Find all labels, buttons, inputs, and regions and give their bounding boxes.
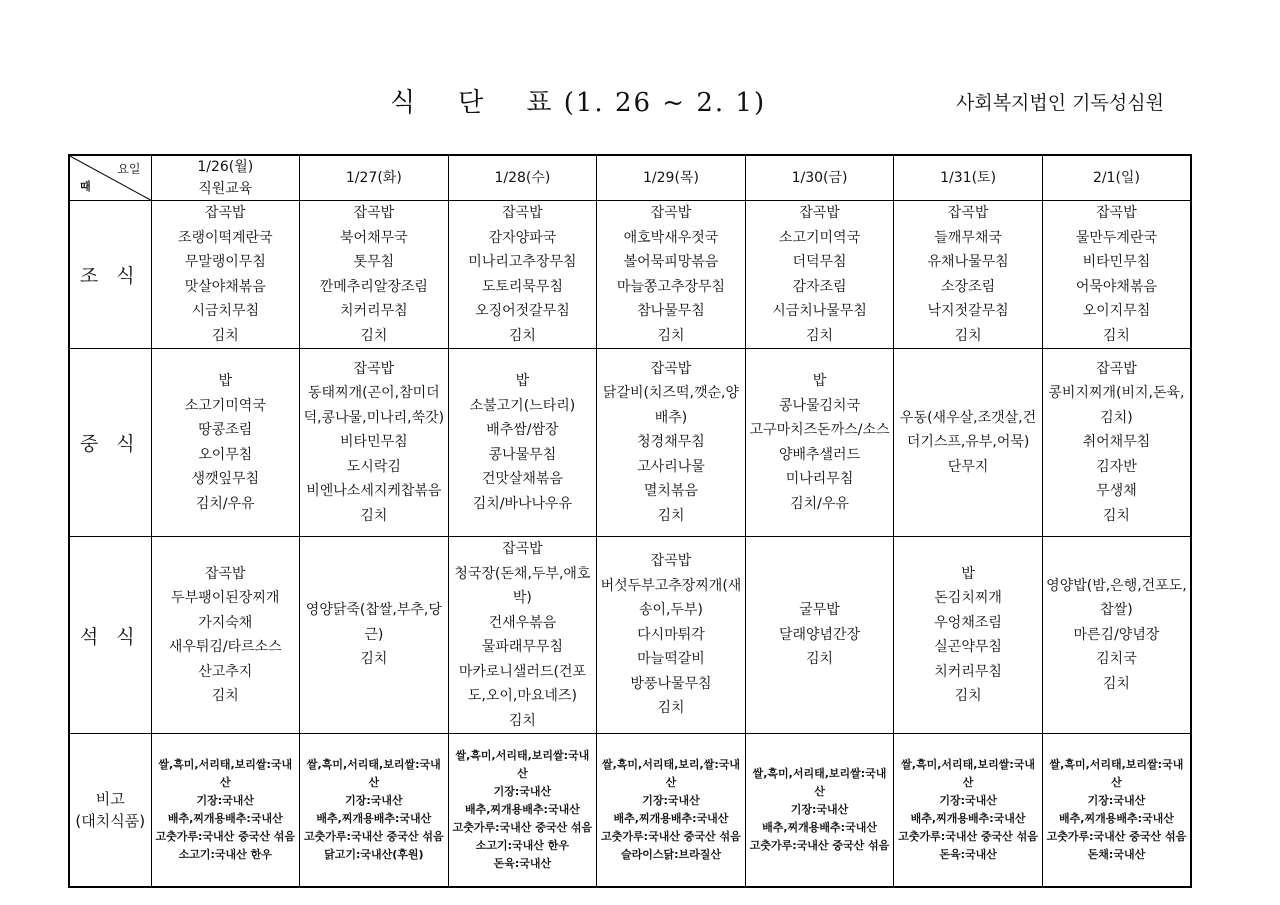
menu-item: 김치 <box>657 327 685 344</box>
notes-item: 쌀,흑미,서리태,보리쌀:국내산 <box>752 766 887 798</box>
notes-item: 고춧가루:국내산 중국산 섞음 <box>601 829 741 843</box>
notes-item: 고춧가루:국내산 중국산 섞음 <box>898 829 1038 843</box>
menu-item: 김자반 <box>1096 458 1137 475</box>
notes-item: 기장:국내산 <box>196 793 255 807</box>
menu-item: 유채나물무침 <box>927 254 1009 270</box>
menu-item: 산고추지 <box>198 663 253 680</box>
notes-item: 기장:국내산 <box>1087 793 1146 807</box>
menu-item: 소장조림 <box>941 278 996 295</box>
menu-item: 단무지 <box>947 458 989 475</box>
notes-cell <box>1042 734 1191 887</box>
menu-cell <box>300 537 449 734</box>
menu-item: 콩비지찌개(비지,돈육,김치) <box>1048 385 1185 426</box>
menu-item: 두부팽이된장찌개 <box>171 590 280 606</box>
menu-item: 가지숙채 <box>198 614 253 631</box>
menu-item: 김치 <box>508 327 536 344</box>
day-date: 1/30(금) <box>791 170 848 186</box>
notes-cell <box>300 734 449 887</box>
menu-item: 동태찌개(곤이,참미더덕,콩나물,미나리,쑥갓) <box>303 385 445 426</box>
menu-item: 영양닭죽(찹쌀,부추,당근) <box>305 602 442 643</box>
menu-item: 청국장(돈채,두부,애호박) <box>454 565 591 606</box>
menu-cell <box>300 349 449 537</box>
menu-item: 땅콩조림 <box>198 422 253 438</box>
day-header <box>745 155 894 201</box>
day-date: 1/26(월) <box>197 159 254 175</box>
menu-item: 마늘떡갈비 <box>637 651 705 668</box>
menu-item: 참나물무침 <box>637 303 705 319</box>
menu-item: 물파래무무침 <box>481 639 563 655</box>
menu-item: 깐메추리알장조림 <box>319 278 428 295</box>
menu-cell <box>597 201 746 349</box>
menu-item: 건맛살채볶음 <box>481 471 563 487</box>
menu-item: 밥 <box>961 565 975 582</box>
menu-item: 잡곡밥 <box>799 205 840 221</box>
menu-item: 우동(새우살,조갯살,건더기스프,유부,어묵) <box>900 409 1037 451</box>
menu-cell <box>894 201 1043 349</box>
notes-item: 배추,찌개용배추:국내산 <box>167 811 283 825</box>
menu-item: 방풍나물무침 <box>630 675 712 692</box>
notes-item: 배추,찌개용배추:국내산 <box>762 820 877 834</box>
corner-cell <box>69 155 151 201</box>
notes-cell <box>151 734 300 887</box>
meal-label: 중 식 <box>69 349 151 537</box>
notes-label <box>69 734 151 887</box>
menu-item: 청경채무침 <box>637 434 705 451</box>
menu-item: 잡곡밥 <box>650 360 692 377</box>
menu-item: 고사리나물 <box>637 458 705 475</box>
menu-item: 고구마치즈돈까스/소스 <box>749 422 890 438</box>
meal-row-dinner <box>69 537 1191 734</box>
day-header <box>597 155 746 201</box>
menu-item: 밥 <box>218 373 233 389</box>
day-date: 1/27(화) <box>345 170 402 186</box>
menu-item: 북어채무국 <box>340 229 408 246</box>
notes-item: 고춧가루:국내산 중국산 섞음 <box>452 820 593 834</box>
menu-item: 김치 <box>806 651 834 668</box>
menu-item: 잡곡밥 <box>204 205 246 221</box>
day-header <box>300 155 449 201</box>
menu-item: 김치/바나나우유 <box>472 495 573 512</box>
menu-item: 오이무침 <box>198 446 253 463</box>
menu-item: 미나리무침 <box>785 471 854 487</box>
menu-item: 소고기미역국 <box>778 229 861 246</box>
day-date: 1/31(토) <box>940 170 997 186</box>
menu-cell <box>1042 201 1191 349</box>
day-date: 2/1(일) <box>1092 170 1140 186</box>
menu-item: 김치 <box>1102 675 1130 692</box>
menu-cell <box>151 349 300 537</box>
menu-cell <box>597 537 746 734</box>
notes-row <box>69 734 1191 887</box>
menu-cell <box>894 537 1043 734</box>
menu-cell <box>151 537 300 734</box>
notes-cell <box>597 734 746 887</box>
menu-item: 김치 <box>657 700 685 717</box>
organization-name: 사회복지법인 기독성심원 <box>956 92 1164 114</box>
menu-item: 소고기미역국 <box>184 397 266 414</box>
day-header <box>1042 155 1191 201</box>
notes-item: 기장:국내산 <box>345 793 403 807</box>
menu-item: 취어채무침 <box>1082 434 1151 451</box>
notes-label-line: 비고 <box>95 789 125 808</box>
notes-cell <box>448 734 597 887</box>
menu-item: 밥 <box>515 373 530 389</box>
menu-item: 김치 <box>211 688 239 704</box>
menu-item: 김치 <box>508 712 536 729</box>
day-date: 1/28(수) <box>494 170 551 186</box>
notes-item: 고춧가루:국내산 중국산 섞음 <box>155 829 296 843</box>
menu-item: 김치 <box>954 688 982 704</box>
notes-item: 기장:국내산 <box>939 793 997 807</box>
day-header <box>894 155 1043 201</box>
menu-item: 실곤약무침 <box>934 639 1002 655</box>
meal-row-lunch <box>69 349 1191 537</box>
notes-item: 돈육:국내산 <box>939 847 997 861</box>
menu-item: 조랭이떡계란국 <box>177 229 273 246</box>
menu-item: 도토리묵무침 <box>481 278 563 295</box>
notes-label-line: (대치식품) <box>75 811 146 830</box>
notes-item: 소고기:국내산 한우 <box>178 847 272 861</box>
menu-item: 멸치볶음 <box>643 483 699 500</box>
menu-item: 김치/우유 <box>195 495 255 512</box>
menu-item: 잡곡밥 <box>353 205 395 221</box>
menu-table <box>68 154 1192 888</box>
menu-item: 김치 <box>954 327 982 344</box>
menu-item: 김치국 <box>1096 651 1137 668</box>
menu-item: 잡곡밥 <box>1096 360 1137 377</box>
menu-item: 우엉채조림 <box>934 614 1002 631</box>
header-row <box>69 155 1191 201</box>
menu-item: 도시락김 <box>346 458 401 475</box>
notes-item: 배추,찌개용배추:국내산 <box>910 811 1026 825</box>
menu-item: 잡곡밥 <box>204 565 246 582</box>
menu-item: 비엔나소세지케찹볶음 <box>306 483 442 500</box>
notes-item: 배추,찌개용배추:국내산 <box>464 802 580 816</box>
menu-item: 비타민무침 <box>1082 254 1151 270</box>
menu-item: 잡곡밥 <box>947 205 989 221</box>
menu-item: 생깻잎무침 <box>191 471 260 487</box>
menu-item: 마늘쫑고추장무침 <box>616 278 726 295</box>
notes-cell <box>745 734 894 887</box>
menu-item: 잡곡밥 <box>650 205 692 221</box>
notes-item: 쌀,흑미,서리태,보리,쌀:국내산 <box>601 757 740 789</box>
notes-item: 배추,찌개용배추:국내산 <box>1059 811 1174 825</box>
menu-item: 치커리무침 <box>934 663 1002 680</box>
day-header <box>448 155 597 201</box>
menu-item: 콩나물김치국 <box>778 397 861 414</box>
menu-item: 맛살야채볶음 <box>184 278 266 295</box>
menu-item: 미나리고추장무침 <box>468 254 577 270</box>
notes-item: 고춧가루:국내산 중국산 섞음 <box>749 838 890 852</box>
menu-item: 굴무밥 <box>799 602 840 619</box>
menu-item: 잡곡밥 <box>502 205 543 221</box>
meal-row-breakfast <box>69 201 1191 349</box>
menu-item: 영양밥(밤,은행,건포도,찹쌀) <box>1046 577 1187 619</box>
meal-label: 조 식 <box>69 201 151 349</box>
notes-cell <box>894 734 1043 887</box>
menu-item: 들깨무채국 <box>934 229 1002 246</box>
menu-item: 김치 <box>806 327 834 344</box>
notes-item: 돈채:국내산 <box>1087 847 1146 861</box>
menu-item: 김치/우유 <box>790 495 849 512</box>
notes-item: 쌀,흑미,서리태,보리쌀:국내산 <box>1049 757 1184 789</box>
menu-item: 밥 <box>812 373 827 389</box>
menu-item: 건새우볶음 <box>488 614 557 631</box>
notes-item: 고춧가루:국내산 중국산 섞음 <box>304 829 444 843</box>
menu-cell <box>448 537 597 734</box>
menu-item: 달래양념간장 <box>778 626 861 643</box>
notes-item: 기장:국내산 <box>493 784 552 798</box>
menu-item: 감자양파국 <box>488 229 557 246</box>
menu-item: 마른김/양념장 <box>1073 626 1160 643</box>
menu-item: 소불고기(느타리) <box>469 397 576 414</box>
menu-item: 김치 <box>657 507 685 524</box>
menu-item: 닭갈비(치즈떡,깻순,양배추) <box>602 385 739 426</box>
notes-item: 소고기:국내산 한우 <box>475 838 570 852</box>
menu-item: 톳무침 <box>353 254 395 270</box>
notes-item: 기장:국내산 <box>642 793 700 807</box>
menu-cell <box>745 537 894 734</box>
menu-item: 시금치나물무침 <box>772 303 867 319</box>
menu-item: 더덕무침 <box>792 254 847 270</box>
menu-item: 다시마튀각 <box>637 626 705 643</box>
notes-item: 쌀,흑미,서리태,보리쌀:국내산 <box>901 757 1035 789</box>
menu-item: 어묵야채볶음 <box>1075 278 1158 295</box>
menu-cell <box>745 201 894 349</box>
menu-item: 비타민무침 <box>340 434 408 451</box>
menu-item: 잡곡밥 <box>1096 205 1137 221</box>
corner-day-label: 요일 <box>117 162 141 176</box>
notes-item: 쌀,흑미,서리태,보리쌀:국내산 <box>306 757 441 789</box>
menu-cell <box>151 201 300 349</box>
menu-item: 새우튀김/타르소스 <box>168 639 282 655</box>
menu-item: 잡곡밥 <box>650 553 692 570</box>
menu-item: 잡곡밥 <box>353 360 395 377</box>
menu-item: 치커리무침 <box>340 303 408 319</box>
corner-meal-label: 때 <box>80 180 91 193</box>
menu-item: 돈김치찌개 <box>934 590 1002 606</box>
menu-item: 버섯두부고추장찌개(새송이,두부) <box>600 577 742 619</box>
menu-item: 김치 <box>360 507 388 524</box>
menu-item: 무말랭이무침 <box>184 254 266 270</box>
menu-cell <box>300 201 449 349</box>
notes-item: 배추,찌개용배추:국내산 <box>316 811 432 825</box>
menu-item: 시금치무침 <box>191 303 260 319</box>
notes-item: 고춧가루:국내산 중국산 섞음 <box>1046 829 1187 843</box>
menu-item: 감자조림 <box>792 278 847 295</box>
menu-item: 애호박새우젓국 <box>623 229 719 246</box>
menu-item: 낙지젓갈무침 <box>927 303 1009 319</box>
menu-item: 김치 <box>360 651 388 668</box>
day-sub: 직원교육 <box>198 181 253 197</box>
menu-item: 물만두계란국 <box>1075 229 1158 246</box>
notes-item: 돈육:국내산 <box>493 856 552 870</box>
menu-item: 볼어묵피망볶음 <box>623 254 719 270</box>
menu-cell <box>1042 349 1191 537</box>
menu-cell <box>597 349 746 537</box>
menu-item: 오이지무침 <box>1082 303 1151 319</box>
menu-item: 마카로니샐러드(건포도,오이,마요네즈) <box>458 663 586 704</box>
day-date: 1/29(목) <box>643 170 699 186</box>
notes-item: 슬라이스닭:브라질산 <box>620 847 721 861</box>
menu-item: 김치 <box>1102 507 1130 524</box>
menu-item: 콩나물무침 <box>488 446 557 463</box>
day-header <box>151 155 300 201</box>
meal-label: 석 식 <box>69 537 151 734</box>
menu-cell <box>1042 537 1191 734</box>
notes-item: 쌀,흑미,서리태,보리쌀:국내산 <box>158 757 293 789</box>
menu-item: 양배추샐러드 <box>778 446 861 463</box>
notes-item: 닭고기:국내산(후원) <box>324 847 424 861</box>
menu-cell <box>448 201 597 349</box>
menu-item: 무생채 <box>1096 483 1137 500</box>
menu-item: 김치 <box>1102 327 1130 344</box>
menu-item: 김치 <box>211 327 239 344</box>
menu-cell <box>745 349 894 537</box>
menu-cell <box>448 349 597 537</box>
menu-item: 김치 <box>360 327 388 344</box>
menu-item: 잡곡밥 <box>502 541 543 557</box>
notes-item: 기장:국내산 <box>790 802 849 816</box>
notes-item: 쌀,흑미,서리태,보리쌀:국내산 <box>455 748 590 780</box>
menu-cell <box>894 349 1043 537</box>
menu-item: 배추쌈/쌈장 <box>486 422 559 438</box>
page-title: 식 단 표 (1. 26 ~ 2. 1) <box>390 88 767 118</box>
notes-item: 배추,찌개용배추:국내산 <box>613 811 729 825</box>
menu-item: 오징어젓갈무침 <box>475 303 570 319</box>
